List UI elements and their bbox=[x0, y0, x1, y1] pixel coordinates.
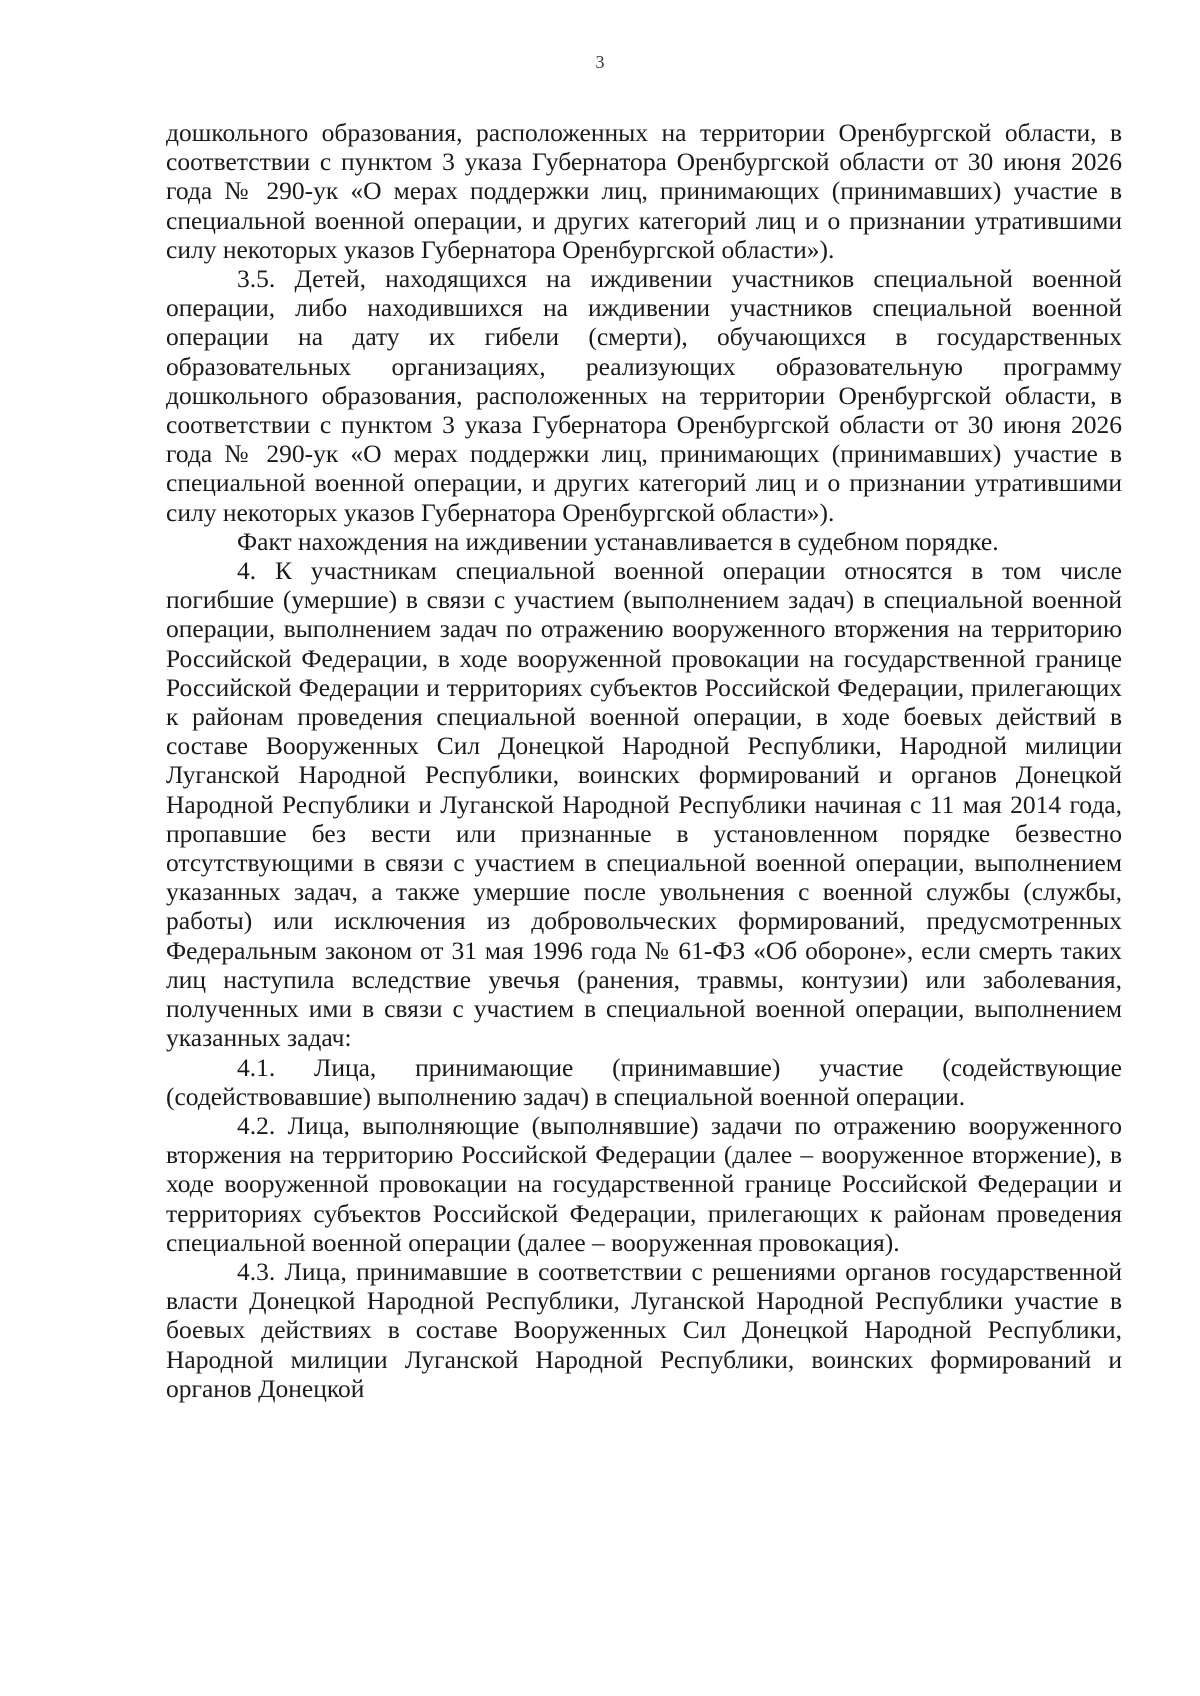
paragraph-4-3: 4.3. Лица, принимавшие в соответствии с решениями органов государственной власти Донецкой Народной Республики, Луганской Народной Республики участие в боевых действиях в составе Вооруженных Сил Донецкой Народной Республики, Народной милиции Луганской Народной Республики, воинских формирований и органов Донецкой bbox=[166, 1256, 1122, 1403]
paragraph-dependency-fact: Факт нахождения на иждивении устанавливается в судебном порядке. bbox=[237, 526, 999, 556]
paragraph-continuation: дошкольного образования, расположенных на территории Оренбургской области, в соответствии с пунктом 3 указа Губернатора Оренбургской области от 30 июня 2026 года № 290-ук «О мерах поддержки лиц, принимающих (принимавших) участие в специальной военной операции, и других категорий лиц и о признании утратившими силу некоторых указов Губернатора Оренбургской области»). bbox=[166, 118, 1122, 264]
document-body bbox=[166, 118, 1122, 1403]
page-number: 3 bbox=[595, 52, 605, 72]
paragraph-3-5: 3.5. Детей, находящихся на иждивении участников специальной военной операции, либо находившихся на иждивении участников специальной военной операции на дату их гибели (смерти), обучающихся в государственных образовательных организациях, реализующих образовательную программу дошкольного образования, расположенных на территории Оренбургской области, в соответствии с пунктом 3 указа Губернатора Оренбургской области от 30 июня 2026 года № 290-ук «О мерах поддержки лиц, принимающих (принимавших) участие в специальной военной операции, и других категорий лиц и о признании утратившими силу некоторых указов Губернатора Оренбургской области»). bbox=[166, 264, 1122, 527]
paragraph-4-1: 4.1. Лица, принимающие (принимавшие) участие (содействующие (содействовавшие) выполнению задач) в специальной военной операции. bbox=[166, 1052, 1122, 1111]
paragraph-4: 4. К участникам специальной военной операции относятся в том числе погибшие (умершие) в связи с участием (выполнением задач) в специальной военной операции, выполнением задач по отражению вооруженного вторжения на территорию Российской Федерации, в ходе вооруженной провокации на государственной границе Российской Федерации и территориях субъектов Российской Федерации, прилегающих к районам проведения специальной военной операции, в ходе боевых действий в составе Вооруженных Сил Донецкой Народной Республики, Народной милиции Луганской Народной Республики, воинских формирований и органов Донецкой Народной Республики и Луганской Народной Республики начиная с 11 мая 2014 года, пропавшие без вести или признанные в установленном порядке безвестно отсутствующими в связи с участием в специальной военной операции, выполнением указанных задач, а также умершие после увольнения с военной службы (службы, работы) или исключения из добровольческих формирований, предусмотренных Федеральным законом от 31 мая 1996 года № 61-ФЗ «Об обороне», если смерть таких лиц наступила вследствие увечья (ранения, травмы, контузии) или заболевания, полученных ими в связи с участием в специальной военной операции, выполнением указанных задач: bbox=[166, 556, 1122, 1053]
paragraph-4-2: 4.2. Лица, выполняющие (выполнявшие) задачи по отражению вооруженного вторжения на территорию Российской Федерации (далее – вооруженное вторжение), в ходе вооруженной провокации на государственной границе Российской Федерации и территориях субъектов Российской Федерации, прилегающих к районам проведения специальной военной операции (далее – вооруженная провокация). bbox=[166, 1110, 1122, 1257]
